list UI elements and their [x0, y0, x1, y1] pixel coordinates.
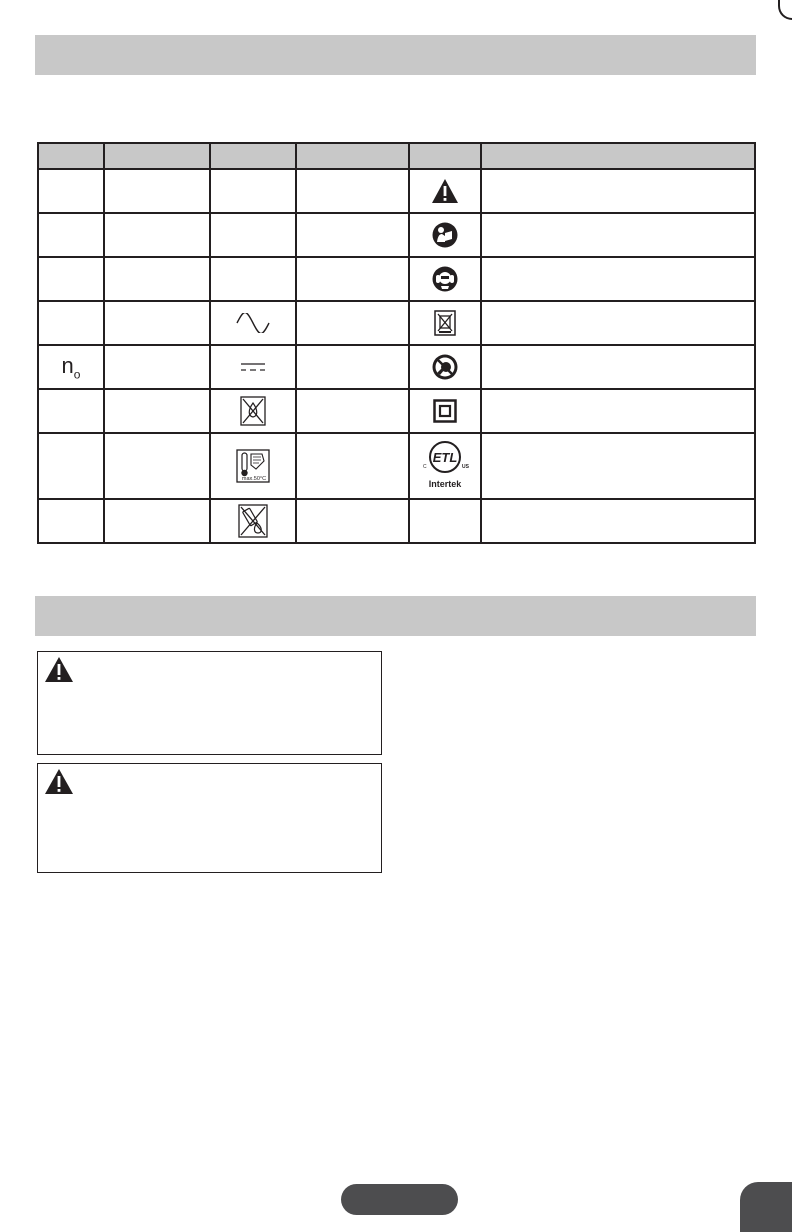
page-number-pill	[341, 1184, 458, 1215]
max-temperature-label: max.50°C	[241, 476, 267, 482]
header-cell	[409, 143, 481, 169]
header-cell	[210, 143, 296, 169]
table-row	[38, 169, 755, 213]
eye-ear-protection-icon	[409, 257, 481, 301]
no-load-speed-symbol: $n_o$	[38, 345, 104, 389]
section-header-symbols	[35, 35, 756, 75]
alternating-current-icon	[210, 301, 296, 345]
table-row	[38, 345, 755, 389]
warning-triangle-icon	[44, 768, 74, 795]
header-cell	[104, 143, 210, 169]
warning-box	[37, 651, 382, 755]
header-cell	[38, 143, 104, 169]
warning-triangle-icon	[44, 656, 74, 683]
max-temperature-icon	[210, 433, 296, 499]
symbols-table	[37, 142, 756, 544]
etl-left-mark: C	[423, 464, 427, 470]
table-row	[38, 499, 755, 543]
recycling-bin-crossed-icon	[409, 301, 481, 345]
no-touch-blade-icon	[409, 345, 481, 389]
crop-mark	[778, 0, 792, 20]
direct-current-icon	[210, 345, 296, 389]
warning-triangle-icon	[409, 169, 481, 213]
etl-right-mark: US	[462, 464, 469, 470]
etl-certification-mark	[409, 433, 481, 499]
no-fire-battery-icon	[210, 499, 296, 543]
etl-logo-text: ETL	[432, 450, 458, 465]
table-row	[38, 389, 755, 433]
no-liquid-battery-icon	[210, 389, 296, 433]
read-manual-icon	[409, 213, 481, 257]
header-cell	[296, 143, 409, 169]
table-row	[38, 257, 755, 301]
warning-box	[37, 763, 382, 873]
table-row	[38, 213, 755, 257]
intertek-brand-text: Intertek	[428, 479, 462, 489]
table-row	[38, 433, 755, 499]
section-header-safety	[35, 596, 756, 636]
table-header-row	[38, 143, 755, 169]
page-corner-tab	[740, 1182, 792, 1232]
table-row	[38, 301, 755, 345]
double-insulation-icon	[409, 389, 481, 433]
header-cell	[481, 143, 755, 169]
